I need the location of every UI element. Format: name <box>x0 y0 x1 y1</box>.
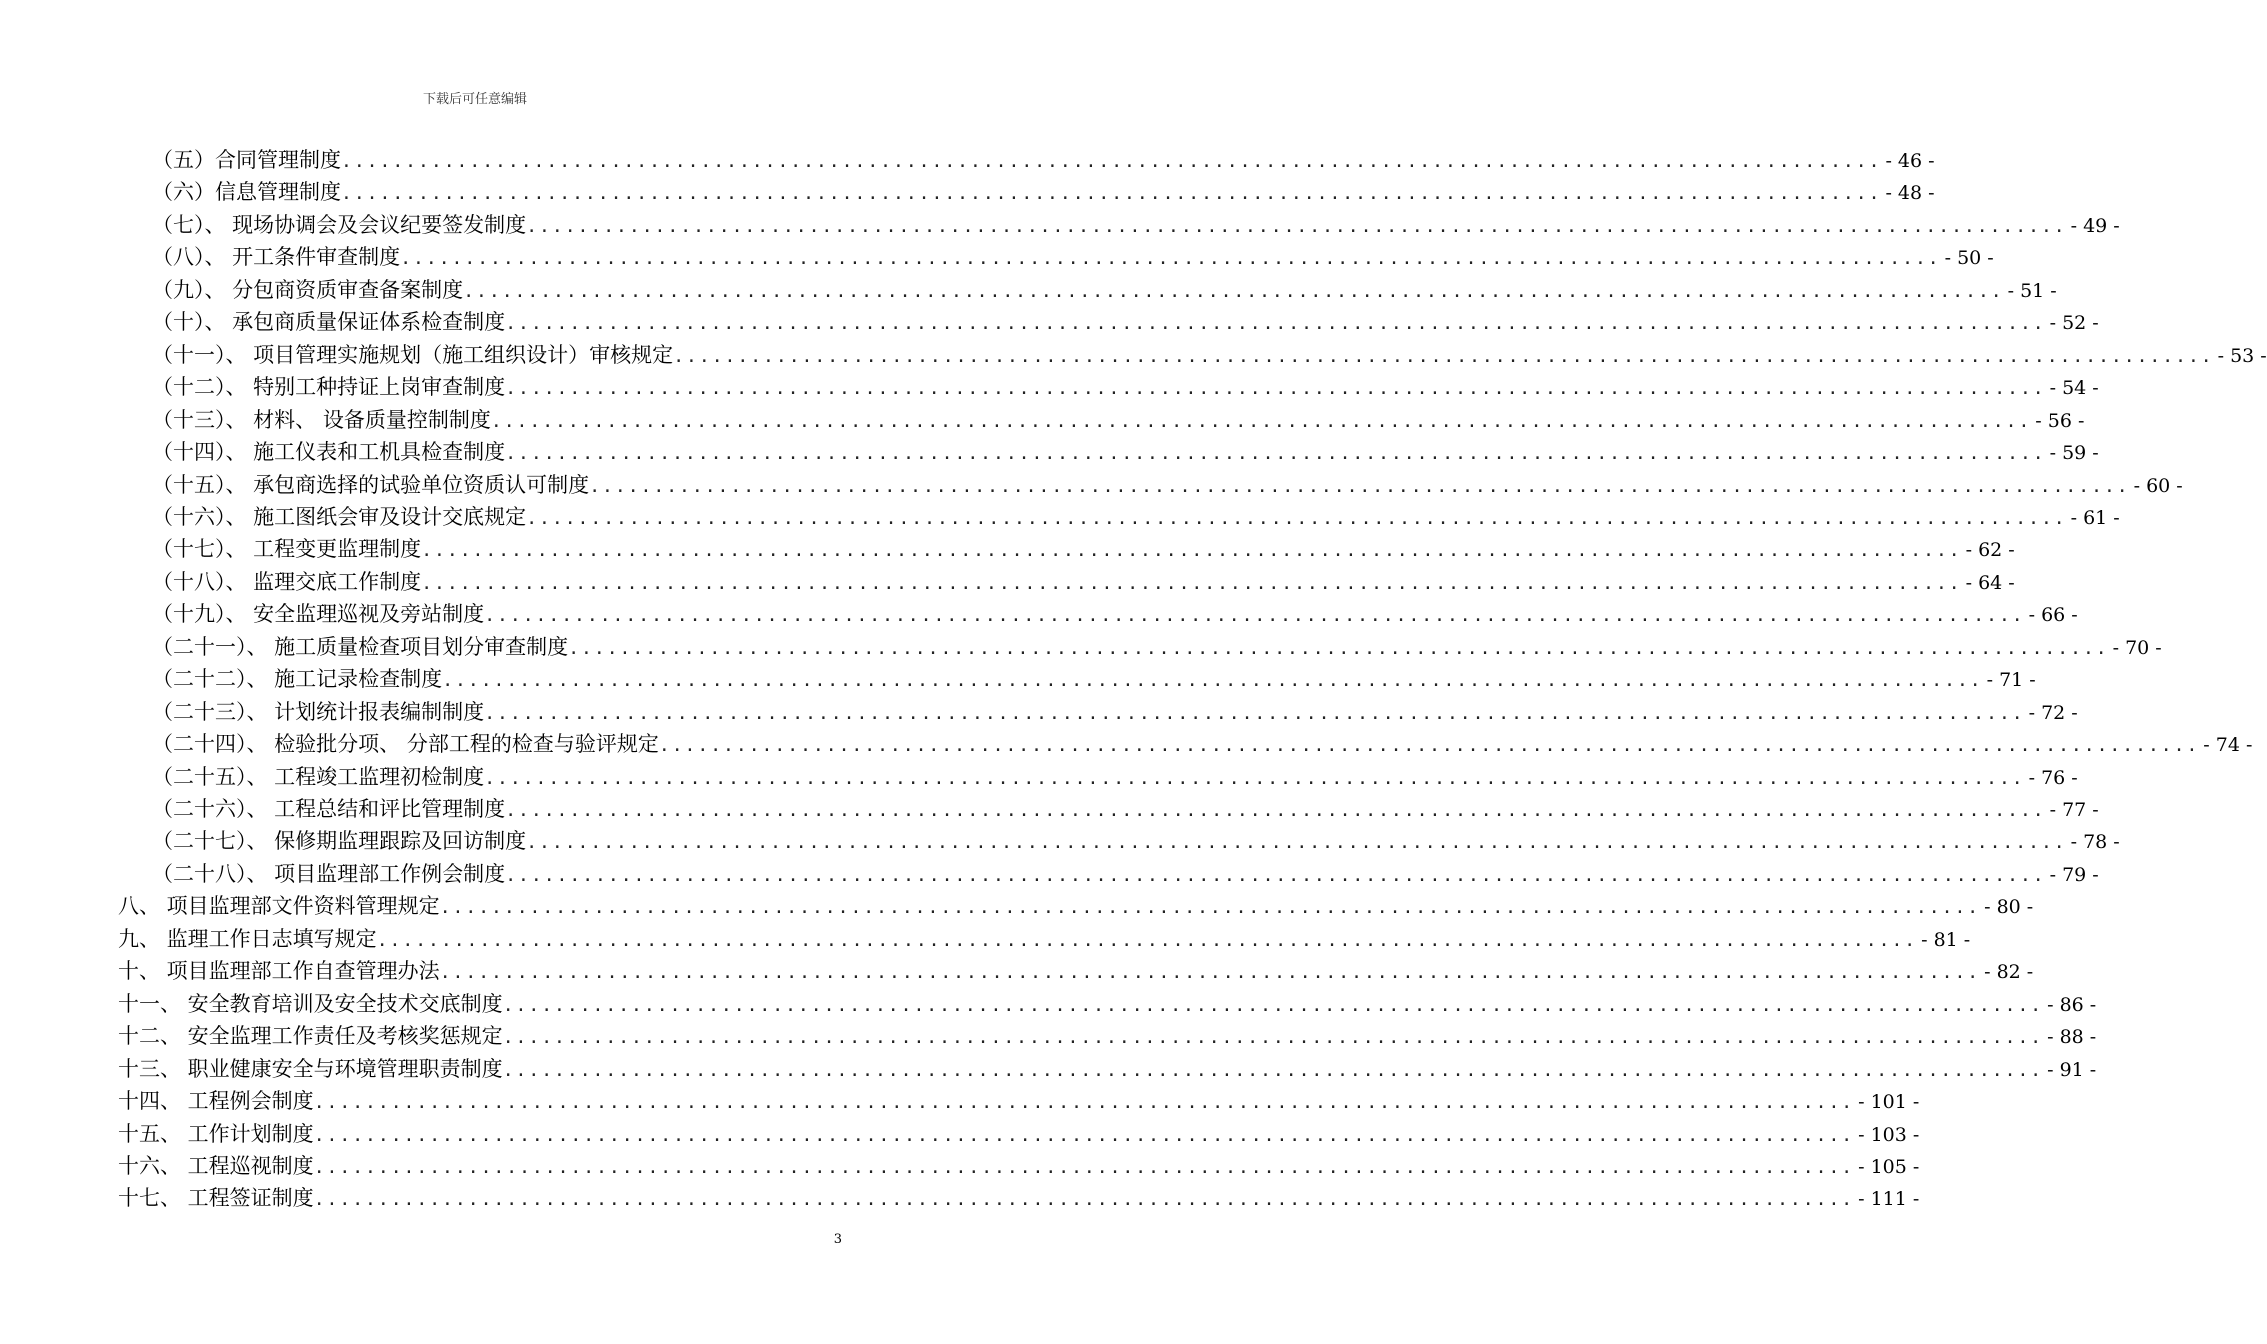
toc-entry-title: （六）信息管理制度 <box>152 180 341 205</box>
toc-entry[interactable] <box>152 696 2078 728</box>
toc-leader-dots: ........................................................................................................................ <box>421 572 1962 594</box>
toc-entry[interactable] <box>152 631 2162 663</box>
toc-entry-page: - 51 - <box>2007 279 2057 302</box>
toc-entry[interactable] <box>152 761 2078 793</box>
toc-entry[interactable] <box>152 306 2099 338</box>
toc-entry[interactable] <box>152 793 2099 825</box>
toc-leader-dots: ........................................................................................................................ <box>502 994 2044 1016</box>
toc-entry-page: - 79 - <box>2049 863 2099 886</box>
toc-entry-title: （九）、 分包商资质审查备案制度 <box>152 277 464 302</box>
toc-leader-dots: ........................................................................................................................ <box>313 1189 1855 1211</box>
toc-entry-title: （十二）、 特别工种持证上岗审查制度 <box>152 375 506 400</box>
toc-entry-page: - 71 - <box>1986 669 2036 692</box>
toc-leader-dots: ........................................................................................................................ <box>673 345 2214 367</box>
toc-entry-title: （十一）、 项目管理实施规划（施工组织设计）审核规定 <box>152 342 674 367</box>
toc-entry[interactable] <box>152 566 2015 598</box>
toc-entry-page: - 59 - <box>2049 442 2099 465</box>
toc-entry-page: - 74 - <box>2203 734 2253 757</box>
toc-entry-page: - 64 - <box>1965 571 2015 594</box>
toc-leader-dots: ........................................................................................................................ <box>568 637 2109 659</box>
toc-entry-title: （二十一）、 施工质量检查项目划分审查制度 <box>152 634 569 659</box>
toc-entry-page: - 62 - <box>1965 539 2015 562</box>
page-header: 下载后可任意编辑 <box>422 92 527 107</box>
toc-entry[interactable] <box>152 501 2120 533</box>
toc-leader-dots: ........................................................................................................................ <box>313 1092 1855 1114</box>
toc-entry-page: - 76 - <box>2028 766 2078 789</box>
toc-leader-dots: ........................................................................................................................ <box>439 962 1981 984</box>
toc-entry[interactable] <box>152 858 2099 890</box>
toc-entry-page: - 52 - <box>2049 312 2099 335</box>
toc-entry-title: （二十三）、 计划统计报表编制制度 <box>152 699 485 724</box>
toc-leader-dots: ........................................................................................................................ <box>442 670 1983 692</box>
toc-entry[interactable] <box>152 436 2099 468</box>
toc-entry-title: （十九）、 安全监理巡视及旁站制度 <box>152 602 485 627</box>
toc-entry-page: - 105 - <box>1858 1155 1920 1178</box>
toc-entry-title: 十三、 职业健康安全与环境管理职责制度 <box>118 1056 503 1081</box>
toc-entry[interactable] <box>118 1085 1920 1117</box>
toc-entry-title: （八）、 开工条件审查制度 <box>152 245 401 270</box>
toc-entry[interactable] <box>118 1118 1920 1150</box>
toc-entry-page: - 54 - <box>2049 377 2099 400</box>
toc-entry[interactable] <box>118 988 2097 1020</box>
toc-leader-dots: ........................................................................................................................ <box>341 151 1882 172</box>
toc-entry[interactable] <box>118 955 2034 987</box>
toc-leader-dots: ........................................................................................................................ <box>526 215 2067 237</box>
toc-entry-page: - 61 - <box>2070 506 2120 529</box>
toc-entry-page: - 50 - <box>1944 247 1994 270</box>
toc-entry[interactable] <box>152 469 2183 501</box>
toc-entry-page: - 70 - <box>2112 636 2162 659</box>
toc-entry[interactable] <box>152 663 2036 695</box>
toc-entry[interactable] <box>152 533 2015 565</box>
toc-entry-title: （十五）、 承包商选择的试验单位资质认可制度 <box>152 472 590 497</box>
toc-leader-dots: ........................................................................................................................ <box>484 605 2025 627</box>
toc-entry[interactable] <box>152 339 2267 371</box>
toc-entry-title: （十）、 承包商质量保证体系检查制度 <box>152 310 506 335</box>
toc-leader-dots: ........................................................................................................................ <box>463 280 2004 302</box>
toc-entry-page: - 91 - <box>2047 1058 2097 1081</box>
toc-entry-title: （二十五）、 工程竣工监理初检制度 <box>152 764 485 789</box>
toc-entry-title: 九、 监理工作日志填写规定 <box>118 926 377 951</box>
toc-entry-title: （十七）、 工程变更监理制度 <box>152 537 422 562</box>
toc-leader-dots: ........................................................................................................................ <box>505 313 2046 335</box>
toc-entry-page: - 80 - <box>1984 896 2034 919</box>
toc-leader-dots: ........................................................................................................................ <box>505 800 2046 821</box>
toc-leader-dots: ........................................................................................................................ <box>400 248 1941 270</box>
toc-leader-dots: ........................................................................................................................ <box>505 864 2046 886</box>
toc-leader-dots: ........................................................................................................................ <box>376 929 1918 951</box>
toc-leader-dots: ........................................................................................................................ <box>505 443 2046 465</box>
toc-entry[interactable] <box>152 176 1935 208</box>
toc-leader-dots: ........................................................................................................................ <box>658 735 2200 757</box>
toc-leader-dots: ........................................................................................................................ <box>484 767 2025 789</box>
toc-entry-page: - 53 - <box>2217 344 2267 367</box>
toc-entry[interactable] <box>118 923 1971 955</box>
toc-entry-title: （二十六）、 工程总结和评比管理制度 <box>152 797 506 821</box>
toc-entry-title: 十二、 安全监理工作责任及考核奖惩规定 <box>118 1024 503 1049</box>
toc-entry-title: （二十二）、 施工记录检查制度 <box>152 667 443 692</box>
toc-entry-page: - 111 - <box>1858 1188 1920 1211</box>
toc-leader-dots: ........................................................................................................................ <box>313 1124 1855 1146</box>
toc-entry[interactable] <box>152 144 1935 176</box>
toc-entry-page: - 49 - <box>2070 214 2120 237</box>
toc-entry-title: （五）合同管理制度 <box>152 148 341 172</box>
toc-entry[interactable] <box>152 371 2099 403</box>
toc-entry-title: 八、 项目监理部文件资料管理规定 <box>118 894 440 919</box>
toc-entry-title: （十八）、 监理交底工作制度 <box>152 569 422 594</box>
toc-entry-page: - 66 - <box>2028 604 2078 627</box>
toc-entry[interactable] <box>118 1053 2097 1085</box>
toc-entry-title: 十一、 安全教育培训及安全技术交底制度 <box>118 991 503 1016</box>
toc-entry-title: 十、 项目监理部工作自查管理办法 <box>118 959 440 984</box>
toc-entry-page: - 101 - <box>1858 1091 1920 1114</box>
toc-entry-page: - 72 - <box>2028 701 2078 724</box>
toc-entry[interactable] <box>152 209 2120 241</box>
toc-entry[interactable] <box>152 825 2120 857</box>
toc-leader-dots: ........................................................................................................................ <box>502 1027 2044 1049</box>
toc-entry-title: （二十八）、 项目监理部工作例会制度 <box>152 861 506 886</box>
toc-entry-title: 十五、 工作计划制度 <box>118 1121 314 1146</box>
toc-entry-page: - 81 - <box>1921 928 1971 951</box>
toc-leader-dots: ........................................................................................................................ <box>502 1059 2044 1081</box>
toc-leader-dots: ........................................................................................................................ <box>439 897 1981 919</box>
toc-entry[interactable] <box>152 274 2057 306</box>
toc-entry-title: 十七、 工程签证制度 <box>118 1186 314 1211</box>
toc-entry-title: （十四）、 施工仪表和工机具检查制度 <box>152 440 506 465</box>
toc-entry-page: - 56 - <box>2035 409 2085 432</box>
toc-entry-page: - 86 - <box>2047 993 2097 1016</box>
toc-entry-title: （二十四）、 检验批分项、 分部工程的检查与验评规定 <box>152 732 659 757</box>
toc-entry[interactable] <box>152 241 1994 273</box>
toc-entry[interactable] <box>152 598 2078 630</box>
toc-entry[interactable] <box>118 1020 2097 1052</box>
toc-entry-page: - 82 - <box>1984 961 2034 984</box>
toc-entry-title: 十四、 工程例会制度 <box>118 1089 314 1114</box>
toc-entry-title: （七）、 现场协调会及会议纪要签发制度 <box>152 212 527 237</box>
toc-leader-dots: ........................................................................................................................ <box>505 378 2046 400</box>
toc-leader-dots: ........................................................................................................................ <box>526 507 2067 529</box>
toc-leader-dots: ........................................................................................................................ <box>526 832 2067 854</box>
toc-entry-title: （十三）、 材料、 设备质量控制制度 <box>152 407 491 432</box>
toc-entry[interactable] <box>118 1150 1920 1182</box>
toc-entry-page: - 46 - <box>1885 150 1935 172</box>
toc-entry-page: - 78 - <box>2070 831 2120 854</box>
toc-entry-page: - 88 - <box>2047 1026 2097 1049</box>
toc-entry-page: - 60 - <box>2133 474 2183 497</box>
toc-entry[interactable] <box>152 728 2253 760</box>
toc-entry-page: - 48 - <box>1885 182 1935 205</box>
toc-leader-dots: ........................................................................................................................ <box>421 540 1962 562</box>
toc-entry-title: 十六、 工程巡视制度 <box>118 1153 314 1178</box>
toc-entry[interactable] <box>118 1182 1920 1214</box>
toc-entry[interactable] <box>152 404 2085 436</box>
toc-entry-page: - 77 - <box>2049 799 2099 821</box>
toc-leader-dots: ........................................................................................................................ <box>490 410 2032 432</box>
toc-leader-dots: ........................................................................................................................ <box>341 183 1882 205</box>
toc-leader-dots: ........................................................................................................................ <box>484 702 2025 724</box>
toc-entry-page: - 103 - <box>1858 1123 1920 1146</box>
toc-entry[interactable] <box>118 890 2034 922</box>
toc-leader-dots: ........................................................................................................................ <box>589 475 2130 497</box>
toc-leader-dots: ........................................................................................................................ <box>313 1156 1855 1178</box>
toc-entry-title: （十六）、 施工图纸会审及设计交底规定 <box>152 504 527 529</box>
toc-entry-title: （二十七）、 保修期监理跟踪及回访制度 <box>152 829 527 854</box>
page-number: 3 <box>833 1232 842 1247</box>
